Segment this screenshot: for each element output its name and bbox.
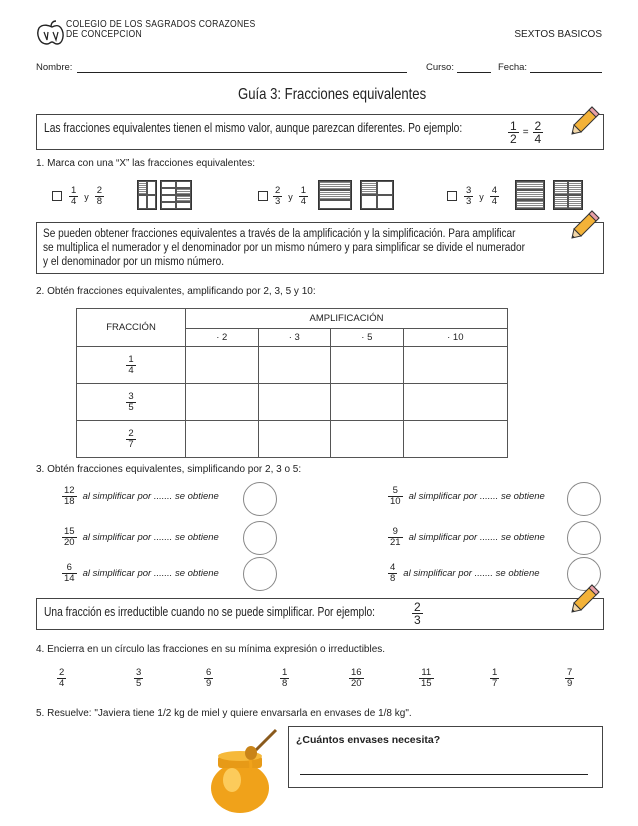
fraction[interactable]: $\frac{11}{15}$ [421, 667, 432, 689]
answer-cell[interactable] [258, 384, 331, 421]
answer-circle[interactable] [567, 482, 601, 516]
factor-header: · 2 [186, 329, 259, 347]
pencil-icon [570, 104, 602, 136]
answer-cell[interactable] [403, 384, 507, 421]
simplify-phrase: al simplificar por ....... se obtiene [408, 532, 545, 543]
fraction[interactable]: $\frac{7}{9}$ [567, 667, 573, 689]
fraction-model-grid [553, 180, 583, 210]
answer-cell[interactable] [403, 347, 507, 384]
fraction[interactable]: $\frac{2}{4}$ [59, 667, 65, 689]
checkbox[interactable] [447, 191, 457, 201]
factor-header: · 5 [331, 329, 404, 347]
answer-circle[interactable] [243, 557, 277, 591]
column-header-amplification: AMPLIFICACIÓN [186, 309, 508, 329]
fraction-model-grid [160, 180, 192, 210]
fraction: $\frac{2}{3}$ [414, 600, 421, 627]
fraction: $\frac{9}{21}$ [390, 526, 401, 548]
name-label: Nombre: [36, 62, 73, 73]
simplify-row [388, 486, 545, 507]
table-row-fraction: $\frac{1}{4}$ [77, 347, 186, 384]
fraction: $\frac{2}{3}$ [275, 185, 281, 207]
fraction: $\frac{4}{8}$ [390, 562, 396, 584]
column-header-fraction: FRACCIÓN [77, 309, 186, 347]
answer-circle[interactable] [243, 521, 277, 555]
school-name-line1: COLEGIO DE LOS SAGRADOS CORAZONES [66, 18, 256, 30]
answer-cell[interactable] [258, 421, 331, 458]
fraction: $\frac{1}{2}$ [510, 119, 517, 146]
checkbox[interactable] [258, 191, 268, 201]
factor-header: · 3 [258, 329, 331, 347]
fraction[interactable]: $\frac{6}{9}$ [206, 667, 212, 689]
grade-label: SEXTOS BASICOS [514, 29, 602, 40]
info-line-3: y el denominador por un mismo número. [43, 254, 225, 268]
table-row-fraction: $\frac{2}{7}$ [77, 421, 186, 458]
name-field[interactable] [77, 72, 407, 73]
school-logo-icon [35, 20, 65, 46]
pencil-icon [570, 208, 602, 240]
simplify-phrase: al simplificar por ....... se obtiene [82, 532, 219, 543]
simplify-row [62, 527, 219, 548]
fraction-model-grid [318, 180, 352, 210]
fraction: $\frac{4}{4}$ [491, 185, 498, 207]
simplify-phrase: al simplificar por ....... se obtiene [82, 568, 219, 579]
simplify-row [388, 527, 545, 548]
and-label: y [84, 191, 89, 202]
factor-header: · 10 [403, 329, 507, 347]
fraction: $\frac{1}{4}$ [300, 185, 307, 207]
answer-cell[interactable] [403, 421, 507, 458]
amplification-table [76, 308, 508, 458]
intro-text: Las fracciones equivalentes tienen el mismo valor, aunque parezcan diferentes. Po ejemplo: [44, 121, 463, 135]
q1-pair-3 [464, 186, 499, 207]
fraction: $\frac{6}{14}$ [64, 562, 75, 584]
fraction[interactable]: $\frac{1}{8}$ [282, 667, 288, 689]
info-line-1: Se pueden obtener fracciones equivalentes a través de la amplificación y la simplificación. Para amplificar [43, 226, 516, 240]
q1-prompt: 1. Marca con una “X” las fracciones equivalentes: [36, 158, 255, 169]
fraction-model-grid [515, 180, 545, 210]
answer-cell[interactable] [331, 384, 404, 421]
simplify-phrase: al simplificar por ....... se obtiene [82, 491, 219, 502]
intro-example [508, 120, 543, 145]
course-label: Curso: [426, 62, 454, 73]
fraction-model-grid [137, 180, 157, 210]
fraction[interactable]: $\frac{1}{7}$ [492, 667, 498, 689]
fraction[interactable]: $\frac{16}{20}$ [351, 667, 362, 689]
date-field[interactable] [530, 72, 602, 73]
fraction-model-grid [360, 180, 394, 210]
fraction[interactable]: $\frac{3}{5}$ [136, 667, 142, 689]
answer-cell[interactable] [258, 347, 331, 384]
fraction: $\frac{15}{20}$ [64, 526, 75, 548]
answer-cell[interactable] [186, 347, 259, 384]
answer-cell[interactable] [186, 384, 259, 421]
answer-circle[interactable] [243, 482, 277, 516]
date-label: Fecha: [498, 62, 528, 73]
q1-pair-2 [273, 186, 308, 207]
answer-circle[interactable] [567, 521, 601, 555]
fraction: $\frac{2}{4}$ [534, 119, 542, 146]
simplify-phrase: al simplificar por ....... se obtiene [403, 568, 540, 579]
fraction: $\frac{1}{4}$ [71, 185, 77, 207]
simplify-row [62, 486, 219, 507]
answer-cell[interactable] [331, 421, 404, 458]
q4-prompt: 4. Encierra en un círculo las fracciones en su mínima expresión o irreductibles. [36, 644, 386, 655]
pencil-icon [570, 582, 602, 614]
page-title: Guía 3: Fracciones equivalentes [238, 86, 427, 103]
simplify-phrase: al simplificar por ....... se obtiene [408, 491, 545, 502]
fraction: $\frac{5}{10}$ [390, 485, 401, 507]
fraction: $\frac{3}{3}$ [466, 185, 472, 207]
irreducible-text: Una fracción es irreductible cuando no se puede simplificar. Por ejemplo: [44, 605, 376, 619]
q3-prompt: 3. Obtén fracciones equivalentes, simplificando por 2, 3 o 5: [36, 464, 302, 475]
answer-line[interactable] [300, 774, 588, 775]
honey-jar-icon [206, 722, 280, 818]
simplify-row [62, 563, 219, 584]
and-label: y [479, 191, 484, 202]
q5-prompt: 5. Resuelve: "Javiera tiene 1/2 kg de miel y quiere envarsarla en envases de 1/8 kg". [36, 708, 412, 719]
checkbox[interactable] [52, 191, 62, 201]
answer-cell[interactable] [186, 421, 259, 458]
course-field[interactable] [457, 72, 491, 73]
q2-prompt: 2. Obtén fracciones equivalentes, amplificando por 2, 3, 5 y 10: [36, 286, 316, 297]
fraction: $\frac{12}{18}$ [64, 485, 75, 507]
school-name-line2: DE CONCEPCION [66, 28, 142, 40]
answer-cell[interactable] [331, 347, 404, 384]
answer-question: ¿Cuántos envases necesita? [296, 734, 441, 746]
and-label: y [288, 191, 293, 202]
table-row-fraction: $\frac{3}{5}$ [77, 384, 186, 421]
info-line-2: se multiplica el numerador y el denominador por un mismo número y para simplificar se divide el numerador [43, 240, 525, 254]
simplify-row [388, 563, 540, 584]
fraction: $\frac{2}{8}$ [96, 185, 103, 207]
q1-pair-1 [69, 186, 104, 207]
equals-sign: = [522, 127, 529, 138]
